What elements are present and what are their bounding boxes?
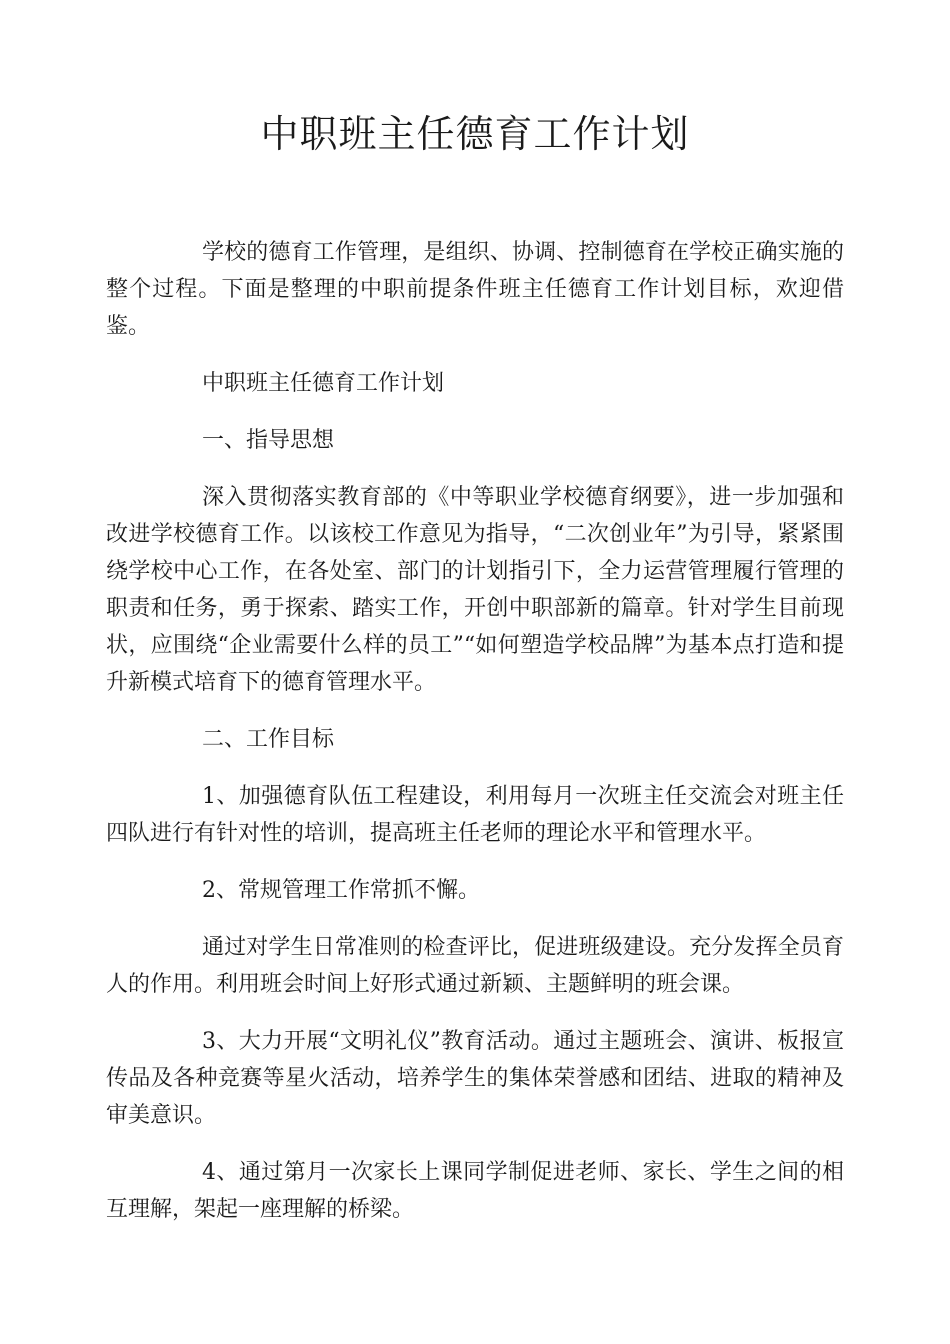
paragraph-subtitle: 中职班主任德育工作计划: [202, 371, 445, 396]
section-heading-guiding-ideology: 一、指导思想: [202, 428, 335, 453]
document-body: [106, 234, 844, 1248]
paragraph-goal-4: 4、通过第月一次家长上课同学制促进老师、家长、学生之间的相互理解，架起一座理解的桥梁。: [106, 1160, 844, 1222]
paragraph-intro: 学校的德育工作管理，是组织、协调、控制德育在学校正确实施的整个过程。下面是整理的中职前提条件班主任德育工作计划目标，欢迎借鉴。: [106, 240, 844, 339]
document-title: 中职班主任德育工作计划: [260, 112, 690, 156]
paragraph-goal-2: 2、常规管理工作常抓不懈。: [202, 878, 480, 903]
paragraph-goal-3: 3、大力开展“文明礼仪”教育活动。通过主题班会、演讲、板报宣传品及各种竞赛等星火活动，培养学生的集体荣誉感和团结、进取的精神及审美意识。: [106, 1029, 844, 1128]
section-heading-work-goals: 二、工作目标: [202, 727, 335, 752]
paragraph-goal-1: 1、加强德育队伍工程建设，利用每月一次班主任交流会对班主任四队进行有针对性的培训，提高班主任老师的理论水平和管理水平。: [106, 784, 844, 846]
paragraph-guiding-ideology: 深入贯彻落实教育部的《中等职业学校德育纲要》，进一步加强和改进学校德育工作。以该校工作意见为指导，“二次创业年”为引导，紧紧围绕学校中心工作，在各处室、部门的计划指引下，全力运营管理履行管理的职责和任务，勇于探索、踏实工作，开创中职部新的篇章。针对学生目前现状，应围绕“企业需要什么样的员工”“如何塑造学校品牌”为基本点打造和提升新模式培育下的德育管理水平。: [106, 485, 844, 695]
paragraph-goal-2-detail: 通过对学生日常准则的检查评比，促进班级建设。充分发挥全员育人的作用。利用班会时间上好形式通过新颖、主题鲜明的班会课。: [106, 935, 844, 997]
